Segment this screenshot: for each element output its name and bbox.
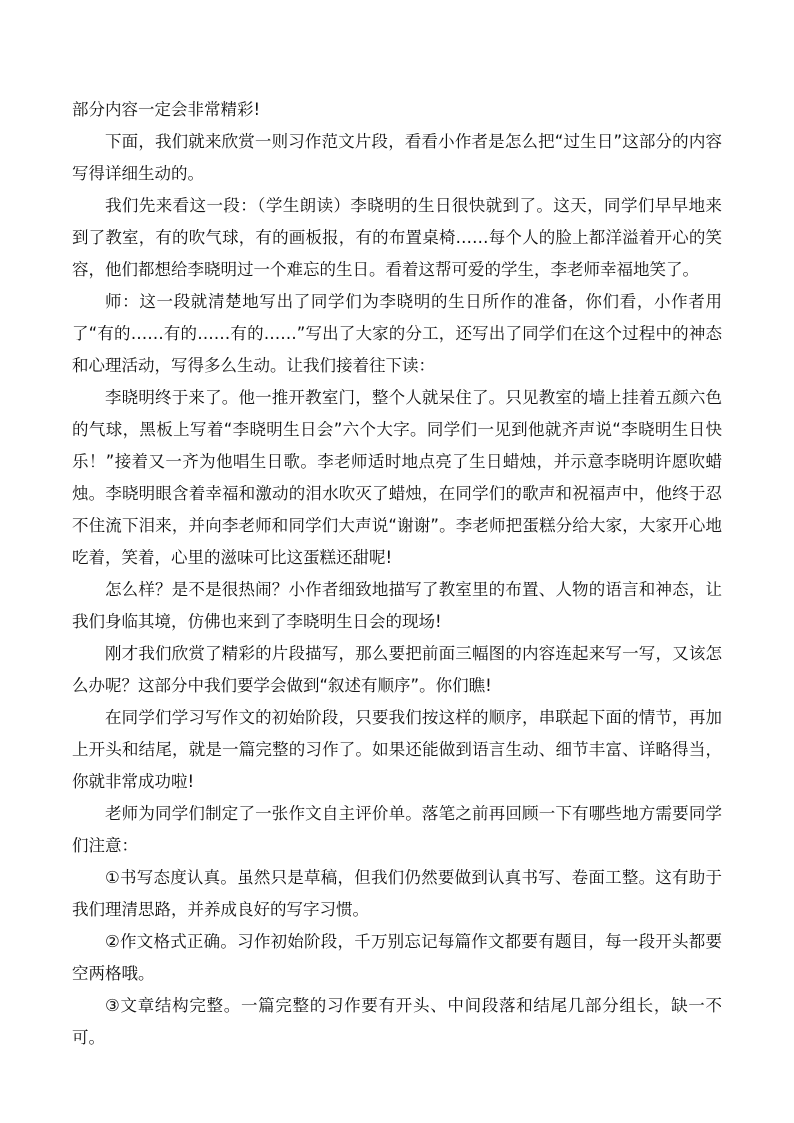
paragraph-evaluation-intro: 老师为同学们制定了一张作文自主评价单。落笔之前再回顾一下有哪些地方需要同学们注意： bbox=[72, 804, 722, 855]
document-body bbox=[72, 94, 722, 1054]
paragraph-structure-advice: 在同学们学习写作文的初始阶段，只要我们按这样的顺序，串联起下面的情节，再加上开头和结尾，就是一篇完整的习作了。如果还能做到语言生动、细节丰富、详略得当，你就非常成功啦! bbox=[72, 708, 722, 791]
paragraph-intro: 下面，我们就来欣赏一则习作范文片段，看看小作者是怎么把“过生日”这部分的内容写得详细生动的。 bbox=[72, 132, 722, 183]
paragraph-second-excerpt: 李晓明终于来了。他一推开教室门，整个人就呆住了。只见教室的墙上挂着五颜六色的气球，黑板上写着“李晓明生日会”六个大字。同学们一见到他就齐声说“李晓明生日快乐！”接着又一齐为他唱生日歌。李老师适时地点亮了生日蜡烛，并示意李晓明许愿吹蜡烛。李晓明眼含着幸福和激动的泪水吹灭了蜡烛，在同学们的歌声和祝福声中，他终于忍不住流下泪来，并向李老师和同学们大声说“谢谢”。李老师把蛋糕分给大家，大家开心地吃着，笑着，心里的滋味可比这蛋糕还甜呢! bbox=[72, 388, 722, 567]
list-item-structure: ③文章结构完整。一篇完整的习作要有开头、中间段落和结尾几部分组长，缺一不可。 bbox=[72, 996, 722, 1047]
list-item-handwriting: ①书写态度认真。虽然只是草稿，但我们仍然要做到认真书写、卷面工整。这有助于我们理清思路，并养成良好的写字习惯。 bbox=[72, 868, 722, 919]
paragraph-first-excerpt: 我们先来看这一段：（学生朗读）李晓明的生日很快就到了。这天，同学们早早地来到了教室，有的吹气球，有的画板报，有的布置桌椅……每个人的脸上都洋溢着开心的笑容，他们都想给李晓明过一个难忘的生日。看着这帮可爱的学生，李老师幸福地笑了。 bbox=[72, 196, 722, 279]
paragraph-analysis: 怎么样？是不是很热闹？小作者细致地描写了教室里的布置、人物的语言和神态，让我们身临其境，仿佛也来到了李晓明生日会的现场! bbox=[72, 580, 722, 631]
paragraph-continuation: 部分内容一定会非常精彩! bbox=[72, 100, 261, 119]
paragraph-sequence-intro: 刚才我们欣赏了精彩的片段描写，那么要把前面三幅图的内容连起来写一写，又该怎么办呢？这部分中我们要学会做到“叙述有顺序”。你们瞧! bbox=[72, 644, 722, 695]
list-item-format: ②作文格式正确。习作初始阶段，千万别忘记每篇作文都要有题目，每一段开头都要空两格哦。 bbox=[72, 932, 722, 983]
paragraph-teacher-comment: 师：这一段就清楚地写出了同学们为李晓明的生日所作的准备，你们看，小作者用了“有的……有的……有的……”写出了大家的分工，还写出了同学们在这个过程中的神态和心理活动，写得多么生动。让我们接着往下读： bbox=[72, 292, 722, 375]
